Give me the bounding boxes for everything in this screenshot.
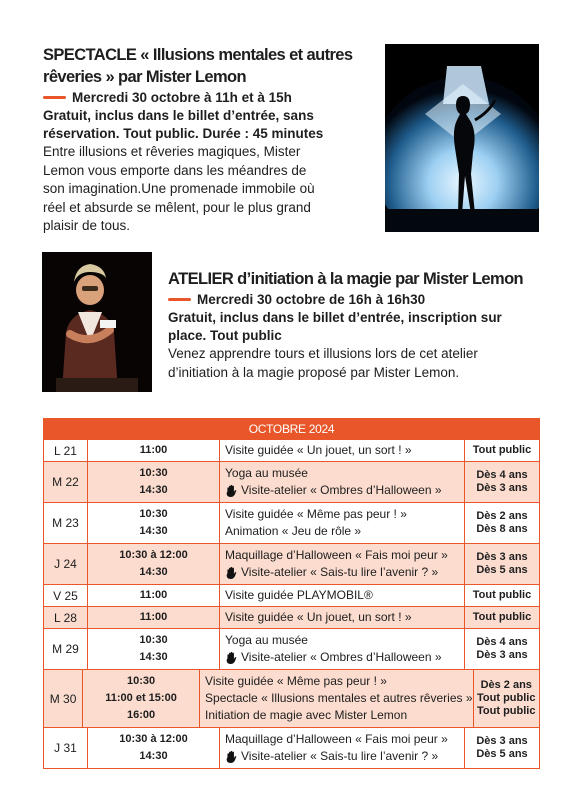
activity-item — [225, 442, 464, 459]
spectacle-description — [43, 143, 373, 236]
time-cell — [83, 670, 200, 727]
activity-cell — [220, 629, 465, 669]
audience-value: Dès 2 ans — [480, 679, 532, 691]
activity-item — [225, 482, 464, 499]
spectacle-title-line: SPECTACLE « Illusions mentales et autres — [43, 46, 353, 64]
audience-cell — [465, 544, 539, 584]
activity-text: Yoga au musée — [225, 633, 308, 647]
activity-item — [225, 649, 464, 666]
atelier-desc-line: Venez apprendre tours et illusions lors de cet atelier — [168, 346, 478, 361]
audience-value: Dès 3 ans — [476, 649, 528, 661]
activity-text: Visite guidée PLAYMOBIL® — [225, 588, 373, 602]
time-value: 10:30 à 12:00 — [119, 549, 188, 561]
time-cell — [88, 503, 220, 543]
atelier-date-text: Mercredi 30 octobre de 16h à 16h30 — [197, 292, 426, 307]
audience-value: Dès 5 ans — [476, 564, 528, 576]
activity-item — [225, 731, 464, 748]
activity-text: Initiation de magie avec Mister Lemon — [205, 708, 408, 722]
day-label: J 24 — [54, 557, 77, 571]
day-cell — [44, 503, 88, 543]
activity-item — [225, 748, 464, 765]
table-row — [44, 461, 539, 502]
audience-value: Dès 3 ans — [476, 482, 528, 494]
time-value: 14:30 — [139, 525, 168, 537]
time-value: 10:30 — [139, 634, 168, 646]
activity-item — [225, 465, 464, 482]
activity-cell — [220, 585, 465, 606]
audience-value: Tout public — [472, 611, 532, 623]
time-cell — [88, 440, 220, 461]
time-cell — [88, 462, 220, 502]
audience-value: Dès 4 ans — [476, 636, 528, 648]
day-cell — [44, 462, 88, 502]
audience-value: Tout public — [477, 692, 536, 704]
spectacle-desc-line: Lemon vous emporte dans les méandres de — [43, 162, 307, 178]
day-label: M 29 — [52, 642, 79, 656]
time-cell — [88, 585, 220, 606]
spectacle-section — [43, 44, 373, 236]
activity-item — [225, 506, 464, 523]
day-cell — [44, 670, 83, 727]
table-header: OCTOBRE 2024 — [44, 419, 539, 439]
day-label: L 21 — [54, 443, 77, 458]
audience-cell — [465, 728, 539, 768]
day-cell — [44, 728, 88, 768]
activity-item — [205, 690, 472, 707]
time-value: 10:30 — [139, 467, 168, 479]
activity-cell — [220, 462, 465, 502]
day-label: M 30 — [49, 691, 77, 706]
activity-text: Visite-atelier « Sais-tu lire l’avenir ? » — [241, 749, 439, 763]
spectacle-title — [43, 44, 373, 88]
time-cell — [88, 629, 220, 669]
day-cell — [44, 585, 88, 606]
audience-value: Dès 4 ans — [476, 469, 528, 481]
audience-cell — [465, 462, 539, 502]
activity-text: Visite guidée « Un jouet, un sort ! » — [225, 443, 412, 457]
activity-item — [205, 673, 472, 690]
audience-cell — [465, 607, 539, 628]
day-cell — [44, 544, 88, 584]
time-value: 14:30 — [139, 750, 168, 762]
activity-text: Visite-atelier « Ombres d’Halloween » — [241, 483, 442, 497]
activity-text: Visite guidée « Même pas peur ! » — [225, 507, 407, 521]
time-cell — [88, 728, 220, 768]
activity-text: Visite-atelier « Ombres d’Halloween » — [241, 650, 442, 664]
atelier-date — [168, 290, 548, 309]
time-value: 14:30 — [139, 566, 168, 578]
atelier-info-line: place. Tout public — [168, 328, 282, 343]
time-value: 10:30 — [126, 675, 156, 687]
table-row — [44, 628, 539, 669]
table-row — [44, 669, 539, 727]
activity-item — [225, 632, 464, 649]
audience-cell — [465, 503, 539, 543]
day-label: L 28 — [54, 610, 77, 625]
hand-icon — [225, 750, 238, 763]
spectacle-desc-line: réel et absurde se mêlent, pour le plus grand — [43, 199, 311, 215]
schedule-table — [43, 418, 540, 769]
activity-cell — [220, 728, 465, 768]
audience-value: Tout public — [472, 589, 532, 601]
activity-cell — [220, 440, 465, 461]
time-value: 10:30 — [139, 508, 168, 520]
activity-text: Visite guidée « Même pas peur ! » — [205, 674, 387, 688]
time-value: 11:00 — [139, 611, 168, 623]
time-value: 11:00 et 15:00 — [105, 692, 177, 704]
atelier-description — [168, 345, 548, 382]
spectacle-desc-line: Entre illusions et rêveries magiques, Mister — [43, 144, 301, 159]
atelier-title: ATELIER d’initiation à la magie par Mister Lemon — [168, 270, 524, 288]
activity-cell — [220, 503, 465, 543]
activity-cell — [220, 544, 465, 584]
time-value: 14:30 — [139, 484, 168, 496]
time-value: 11:00 — [139, 444, 168, 456]
audience-cell — [474, 670, 540, 727]
activity-cell — [220, 607, 465, 628]
spectacle-desc-line: plaisir de tous. — [43, 218, 131, 233]
time-value: 16:00 — [126, 709, 156, 721]
spectacle-info-line: réservation. Tout public. Durée : 45 minutes — [43, 126, 324, 141]
day-label: M 23 — [52, 516, 79, 530]
day-cell — [44, 607, 88, 628]
spectacle-desc-line: son imagination.Une promenade immobile où — [43, 181, 315, 196]
time-cell — [88, 607, 220, 628]
spectacle-date — [43, 88, 373, 107]
activity-item — [225, 609, 464, 626]
atelier-info-line: Gratuit, inclus dans le billet d’entrée, inscription sur — [168, 310, 502, 325]
orange-dash-icon — [43, 96, 66, 99]
table-row — [44, 439, 539, 461]
table-body — [44, 439, 539, 768]
spectacle-date-text: Mercredi 30 octobre à 11h et à 15h — [72, 90, 292, 105]
activity-text: Animation « Jeu de rôle » — [225, 524, 362, 538]
time-value: 10:30 à 12:00 — [119, 733, 188, 745]
audience-value: Dès 8 ans — [476, 523, 528, 535]
activity-text: Visite guidée « Un jouet, un sort ! » — [225, 610, 412, 624]
table-row — [44, 502, 539, 543]
hand-icon — [225, 651, 238, 664]
hand-icon — [225, 566, 238, 579]
activity-text: Yoga au musée — [225, 466, 308, 480]
activity-cell — [200, 670, 473, 727]
time-cell — [88, 544, 220, 584]
atelier-photo — [42, 252, 152, 392]
spectacle-title-line: rêveries » par Mister Lemon — [43, 68, 246, 86]
spectacle-photo — [385, 44, 539, 232]
day-cell — [44, 629, 88, 669]
atelier-section — [168, 268, 548, 382]
activity-text: Maquillage d’Halloween « Fais moi peur » — [225, 732, 448, 746]
activity-text: Maquillage d’Halloween « Fais moi peur » — [225, 548, 448, 562]
atelier-info — [168, 309, 548, 345]
day-label: J 31 — [54, 741, 77, 755]
audience-value: Tout public — [472, 444, 532, 456]
day-label: M 22 — [52, 475, 79, 489]
orange-dash-icon — [168, 298, 191, 301]
audience-value: Dès 3 ans — [476, 551, 528, 563]
audience-value: Dès 2 ans — [476, 510, 528, 522]
audience-value: Dès 3 ans — [476, 735, 528, 747]
activity-item — [225, 587, 464, 604]
spectacle-info — [43, 107, 373, 143]
activity-item — [225, 547, 464, 564]
day-label: V 25 — [53, 588, 78, 603]
table-row — [44, 606, 539, 628]
audience-value: Tout public — [477, 705, 536, 717]
table-row — [44, 584, 539, 606]
day-cell — [44, 440, 88, 461]
time-value: 11:00 — [139, 589, 168, 601]
audience-cell — [465, 440, 539, 461]
atelier-desc-line: d’initiation à la magie proposé par Mister Lemon. — [168, 364, 460, 380]
spectacle-info-line: Gratuit, inclus dans le billet d’entrée, sans — [43, 108, 314, 123]
activity-item — [225, 564, 464, 581]
activity-text: Visite-atelier « Sais-tu lire l’avenir ? » — [241, 565, 439, 579]
hand-icon — [225, 484, 238, 497]
activity-text: Spectacle « Illusions mentales et autres rêveries » — [205, 691, 473, 705]
audience-cell — [465, 629, 539, 669]
activity-item — [225, 523, 464, 540]
table-row — [44, 543, 539, 584]
activity-item — [205, 707, 472, 724]
time-value: 14:30 — [139, 651, 168, 663]
audience-cell — [465, 585, 539, 606]
audience-value: Dès 5 ans — [476, 748, 528, 760]
table-row — [44, 727, 539, 768]
